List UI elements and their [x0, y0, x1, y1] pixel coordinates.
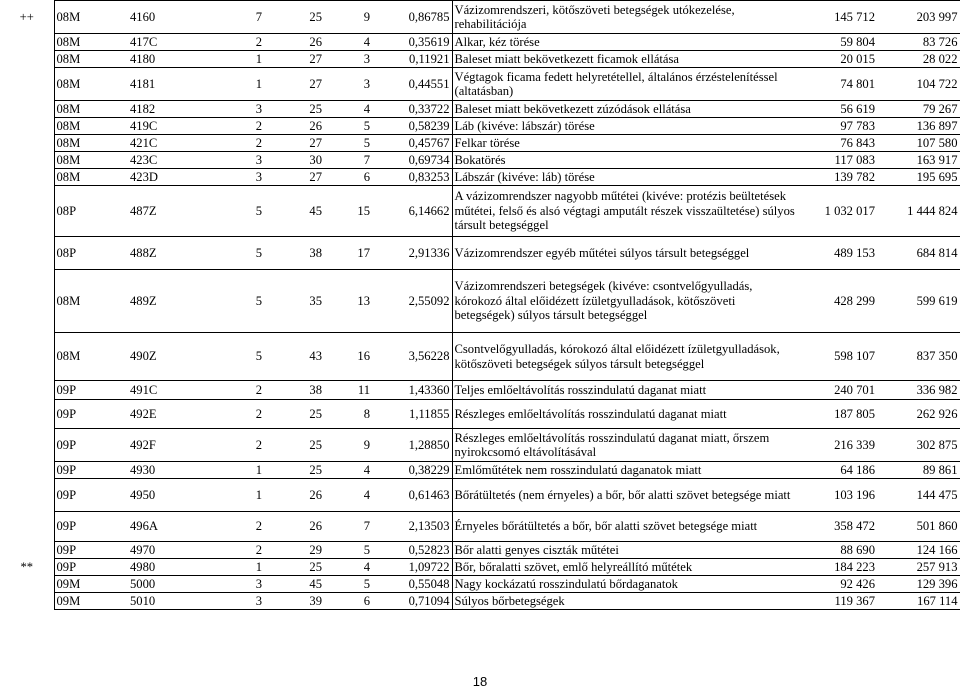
cell-w: 1,28850	[372, 429, 452, 462]
cell-desc: Bőrátültetés (nem érnyeles) a bőr, bőr alatti szövet betegsége miatt	[452, 479, 797, 512]
cell-dos: 08M	[54, 101, 128, 118]
cell-p2: 257 913	[877, 559, 960, 576]
cell-n1: 2	[226, 34, 264, 51]
cell-n2: 26	[264, 479, 324, 512]
cell-mark	[0, 118, 54, 135]
cell-n2: 25	[264, 400, 324, 429]
cell-w: 0,69734	[372, 152, 452, 169]
cell-n1: 3	[226, 169, 264, 186]
cell-diag: 423C	[128, 152, 226, 169]
cell-n3: 11	[324, 381, 372, 400]
cell-n3: 5	[324, 542, 372, 559]
cell-mark	[0, 429, 54, 462]
cell-p2: 107 580	[877, 135, 960, 152]
cell-n3: 6	[324, 169, 372, 186]
cell-desc: Lábszár (kivéve: láb) törése	[452, 169, 797, 186]
cell-p1: 139 782	[797, 169, 877, 186]
cell-mark	[0, 186, 54, 237]
cell-diag: 4180	[128, 51, 226, 68]
cell-w: 0,11921	[372, 51, 452, 68]
cell-n2: 25	[264, 559, 324, 576]
cell-n2: 38	[264, 381, 324, 400]
cell-n3: 9	[324, 1, 372, 34]
table-row	[0, 68, 960, 101]
cell-p2: 136 897	[877, 118, 960, 135]
cell-p2: 89 861	[877, 462, 960, 479]
cell-p2: 104 722	[877, 68, 960, 101]
cell-p2: 501 860	[877, 512, 960, 542]
cell-desc: Nagy kockázatú rosszindulatú bőrdaganatok	[452, 576, 797, 593]
cell-diag: 419C	[128, 118, 226, 135]
cell-w: 2,55092	[372, 270, 452, 333]
cell-dos: 09M	[54, 576, 128, 593]
cell-p2: 203 997	[877, 1, 960, 34]
cell-p2: 144 475	[877, 479, 960, 512]
cell-n2: 25	[264, 1, 324, 34]
cell-n3: 9	[324, 429, 372, 462]
cell-p1: 145 712	[797, 1, 877, 34]
cell-n2: 25	[264, 429, 324, 462]
table-row	[0, 576, 960, 593]
cell-w: 0,86785	[372, 1, 452, 34]
cell-n3: 3	[324, 68, 372, 101]
cell-n1: 5	[226, 333, 264, 381]
cell-mark	[0, 462, 54, 479]
cell-mark	[0, 381, 54, 400]
cell-w: 3,56228	[372, 333, 452, 381]
cell-mark	[0, 512, 54, 542]
cell-n1: 3	[226, 593, 264, 610]
cell-n3: 7	[324, 152, 372, 169]
cell-dos: 09P	[54, 429, 128, 462]
cell-dos: 08M	[54, 270, 128, 333]
cell-dos: 09P	[54, 400, 128, 429]
cell-mark	[0, 576, 54, 593]
page-number: 18	[472, 674, 488, 689]
cell-p1: 97 783	[797, 118, 877, 135]
cell-desc: Részleges emlőeltávolítás rosszindulatú daganat miatt	[452, 400, 797, 429]
cell-dos: 09P	[54, 462, 128, 479]
cell-dos: 09P	[54, 559, 128, 576]
cell-w: 0,52823	[372, 542, 452, 559]
cell-mark	[0, 34, 54, 51]
cell-n1: 3	[226, 576, 264, 593]
cell-diag: 5000	[128, 576, 226, 593]
cell-n3: 7	[324, 512, 372, 542]
cell-dos: 08M	[54, 68, 128, 101]
cell-n1: 3	[226, 152, 264, 169]
cell-diag: 4970	[128, 542, 226, 559]
table-row	[0, 512, 960, 542]
cell-mark	[0, 237, 54, 270]
cell-n2: 27	[264, 68, 324, 101]
cell-desc: Részleges emlőeltávolítás rosszindulatú daganat miatt, őrszem nyirokcsomó eltávolításával	[452, 429, 797, 462]
cell-n2: 26	[264, 118, 324, 135]
cell-p1: 76 843	[797, 135, 877, 152]
cell-n3: 4	[324, 479, 372, 512]
cell-n3: 15	[324, 186, 372, 237]
cell-n1: 1	[226, 559, 264, 576]
cell-n1: 7	[226, 1, 264, 34]
table-row	[0, 186, 960, 237]
cell-p2: 1 444 824	[877, 186, 960, 237]
cell-dos: 08M	[54, 51, 128, 68]
cell-p1: 56 619	[797, 101, 877, 118]
cell-diag: 496A	[128, 512, 226, 542]
cell-mark	[0, 101, 54, 118]
cell-mark	[0, 68, 54, 101]
cell-dos: 09P	[54, 479, 128, 512]
cell-dos: 08M	[54, 333, 128, 381]
cell-n2: 39	[264, 593, 324, 610]
table-row	[0, 381, 960, 400]
cell-n1: 2	[226, 400, 264, 429]
cell-p1: 598 107	[797, 333, 877, 381]
cell-diag: 490Z	[128, 333, 226, 381]
cell-n2: 43	[264, 333, 324, 381]
cell-w: 0,33722	[372, 101, 452, 118]
cell-n1: 2	[226, 381, 264, 400]
cell-n2: 35	[264, 270, 324, 333]
cell-n3: 6	[324, 593, 372, 610]
cell-dos: 09P	[54, 512, 128, 542]
cell-mark	[0, 51, 54, 68]
cell-mark	[0, 479, 54, 512]
cell-desc: Láb (kivéve: lábszár) törése	[452, 118, 797, 135]
cell-mark	[0, 152, 54, 169]
table-row	[0, 462, 960, 479]
cell-n1: 1	[226, 479, 264, 512]
table-row	[0, 34, 960, 51]
cell-dos: 08M	[54, 169, 128, 186]
cell-diag: 489Z	[128, 270, 226, 333]
cell-w: 1,09722	[372, 559, 452, 576]
cell-dos: 08M	[54, 1, 128, 34]
cell-n3: 5	[324, 135, 372, 152]
cell-n3: 4	[324, 101, 372, 118]
cell-n1: 2	[226, 118, 264, 135]
cell-diag: 4950	[128, 479, 226, 512]
table-row	[0, 559, 960, 576]
cell-w: 2,91336	[372, 237, 452, 270]
cell-n1: 2	[226, 135, 264, 152]
cell-p2: 28 022	[877, 51, 960, 68]
cell-n3: 5	[324, 576, 372, 593]
cell-mark	[0, 135, 54, 152]
cell-p1: 64 186	[797, 462, 877, 479]
cell-n3: 4	[324, 34, 372, 51]
table-row	[0, 169, 960, 186]
cell-n1: 5	[226, 186, 264, 237]
cell-mark	[0, 333, 54, 381]
cell-p2: 167 114	[877, 593, 960, 610]
cell-p1: 92 426	[797, 576, 877, 593]
cell-mark: **	[20, 559, 34, 574]
table-row	[0, 400, 960, 429]
table-row	[0, 101, 960, 118]
cell-p2: 79 267	[877, 101, 960, 118]
cell-p1: 428 299	[797, 270, 877, 333]
cell-n1: 1	[226, 68, 264, 101]
cell-desc: Vázizomrendszer egyéb műtétei súlyos társult betegséggel	[452, 237, 797, 270]
cell-dos: 08M	[54, 152, 128, 169]
cell-p2: 599 619	[877, 270, 960, 333]
cell-dos: 09P	[54, 542, 128, 559]
cell-p2: 336 982	[877, 381, 960, 400]
cell-desc: Felkar törése	[452, 135, 797, 152]
cell-n2: 45	[264, 576, 324, 593]
cell-n2: 27	[264, 51, 324, 68]
cell-desc: Baleset miatt bekövetkezett zúzódások ellátása	[452, 101, 797, 118]
cell-w: 0,44551	[372, 68, 452, 101]
cell-p1: 119 367	[797, 593, 877, 610]
cell-mark	[0, 542, 54, 559]
cell-n1: 2	[226, 542, 264, 559]
cell-n2: 25	[264, 462, 324, 479]
cell-n2: 25	[264, 101, 324, 118]
cell-p2: 124 166	[877, 542, 960, 559]
cell-mark	[0, 593, 54, 610]
cell-n1: 2	[226, 512, 264, 542]
cell-w: 0,58239	[372, 118, 452, 135]
cell-w: 6,14662	[372, 186, 452, 237]
cell-diag: 491C	[128, 381, 226, 400]
cell-w: 0,83253	[372, 169, 452, 186]
cell-n2: 26	[264, 512, 324, 542]
cell-diag: 5010	[128, 593, 226, 610]
cell-desc: Baleset miatt bekövetkezett ficamok ellátása	[452, 51, 797, 68]
cell-diag: 4181	[128, 68, 226, 101]
cell-desc: Végtagok ficama fedett helyretétellel, általános érzéstelenítéssel (altatásban)	[452, 68, 797, 101]
cell-p1: 20 015	[797, 51, 877, 68]
cell-desc: Emlőműtétek nem rosszindulatú daganatok miatt	[452, 462, 797, 479]
cell-desc: Bőr, bőralatti szövet, emlő helyreállító műtétek	[452, 559, 797, 576]
table-row	[0, 118, 960, 135]
cell-w: 1,43360	[372, 381, 452, 400]
cell-w: 1,11855	[372, 400, 452, 429]
cell-dos: 08M	[54, 34, 128, 51]
table-row	[0, 479, 960, 512]
table-row	[0, 152, 960, 169]
cell-p2: 129 396	[877, 576, 960, 593]
cell-p1: 489 153	[797, 237, 877, 270]
cell-desc: Érnyeles bőrátültetés a bőr, bőr alatti szövet betegsége miatt	[452, 512, 797, 542]
cell-n2: 45	[264, 186, 324, 237]
cell-w: 0,38229	[372, 462, 452, 479]
cell-diag: 488Z	[128, 237, 226, 270]
cell-p1: 59 804	[797, 34, 877, 51]
cell-n3: 3	[324, 51, 372, 68]
cell-diag: 417C	[128, 34, 226, 51]
cell-mark	[0, 270, 54, 333]
cell-desc: Csontvelőgyulladás, kórokozó által előidézett ízületgyulladások, kötőszöveti betegségek súlyos társult betegséggel	[452, 333, 797, 381]
cell-diag: 423D	[128, 169, 226, 186]
cell-n2: 27	[264, 135, 324, 152]
cell-n1: 2	[226, 429, 264, 462]
cell-p2: 684 814	[877, 237, 960, 270]
cell-w: 0,35619	[372, 34, 452, 51]
cell-desc: A vázizomrendszer nagyobb műtétei (kivéve: protézis beültetések műtétei, felső és alsó végtagi amputált részek visszaültetése) súlyos társult betegséggel	[452, 186, 797, 237]
cell-n1: 5	[226, 237, 264, 270]
cell-n1: 3	[226, 101, 264, 118]
cell-p1: 88 690	[797, 542, 877, 559]
cell-dos: 08M	[54, 135, 128, 152]
cell-diag: 487Z	[128, 186, 226, 237]
cell-n3: 4	[324, 462, 372, 479]
cell-desc: Súlyos bőrbetegségek	[452, 593, 797, 610]
table-row	[0, 135, 960, 152]
cell-p1: 358 472	[797, 512, 877, 542]
cell-p1: 1 032 017	[797, 186, 877, 237]
cell-n3: 13	[324, 270, 372, 333]
table-row	[0, 429, 960, 462]
cell-dos: 09P	[54, 381, 128, 400]
cell-p1: 117 083	[797, 152, 877, 169]
cell-diag: 421C	[128, 135, 226, 152]
cell-p1: 103 196	[797, 479, 877, 512]
cell-n2: 38	[264, 237, 324, 270]
cell-dos: 09M	[54, 593, 128, 610]
cell-diag: 492F	[128, 429, 226, 462]
cell-n3: 16	[324, 333, 372, 381]
cell-diag: 4160	[128, 1, 226, 34]
cell-n3: 4	[324, 559, 372, 576]
cell-n2: 30	[264, 152, 324, 169]
cell-w: 0,71094	[372, 593, 452, 610]
cell-n2: 26	[264, 34, 324, 51]
cell-diag: 4182	[128, 101, 226, 118]
cell-dos: 08P	[54, 186, 128, 237]
cell-n3: 8	[324, 400, 372, 429]
cell-desc: Bőr alatti genyes ciszták műtétei	[452, 542, 797, 559]
cell-w: 0,45767	[372, 135, 452, 152]
cell-mark	[0, 400, 54, 429]
cell-diag: 492E	[128, 400, 226, 429]
cell-desc: Alkar, kéz törése	[452, 34, 797, 51]
cell-n2: 27	[264, 169, 324, 186]
cell-p1: 184 223	[797, 559, 877, 576]
cell-p2: 83 726	[877, 34, 960, 51]
cell-n1: 5	[226, 270, 264, 333]
table-row	[0, 270, 960, 333]
cell-w: 0,61463	[372, 479, 452, 512]
table-row	[0, 237, 960, 270]
cell-p2: 837 350	[877, 333, 960, 381]
cell-p2: 302 875	[877, 429, 960, 462]
cell-p1: 74 801	[797, 68, 877, 101]
cell-n3: 5	[324, 118, 372, 135]
cell-diag: 4980	[128, 559, 226, 576]
cell-mark: ++	[19, 9, 34, 24]
cell-desc: Bokatörés	[452, 152, 797, 169]
cell-n1: 1	[226, 51, 264, 68]
cell-desc: Teljes emlőeltávolítás rosszindulatú daganat miatt	[452, 381, 797, 400]
cell-w: 2,13503	[372, 512, 452, 542]
table-row	[0, 51, 960, 68]
table-row	[0, 333, 960, 381]
cell-dos: 08P	[54, 237, 128, 270]
cell-n2: 29	[264, 542, 324, 559]
cell-p1: 240 701	[797, 381, 877, 400]
cell-p1: 216 339	[797, 429, 877, 462]
cell-mark	[0, 169, 54, 186]
cell-p2: 163 917	[877, 152, 960, 169]
cell-w: 0,55048	[372, 576, 452, 593]
cell-p2: 262 926	[877, 400, 960, 429]
cell-n3: 17	[324, 237, 372, 270]
cell-p2: 195 695	[877, 169, 960, 186]
table-row	[0, 593, 960, 610]
cell-desc: Vázizomrendszeri betegségek (kivéve: csontvelőgyulladás, kórokozó által előidézett ízületgyulladások, kötőszöveti betegségek) súlyos társult betegséggel	[452, 270, 797, 333]
cell-p1: 187 805	[797, 400, 877, 429]
table-row	[0, 542, 960, 559]
cell-dos: 08M	[54, 118, 128, 135]
cell-desc: Vázizomrendszeri, kötőszöveti betegségek utókezelése, rehabilitációja	[452, 1, 797, 34]
cell-diag: 4930	[128, 462, 226, 479]
cell-n1: 1	[226, 462, 264, 479]
table-row	[0, 1, 960, 34]
